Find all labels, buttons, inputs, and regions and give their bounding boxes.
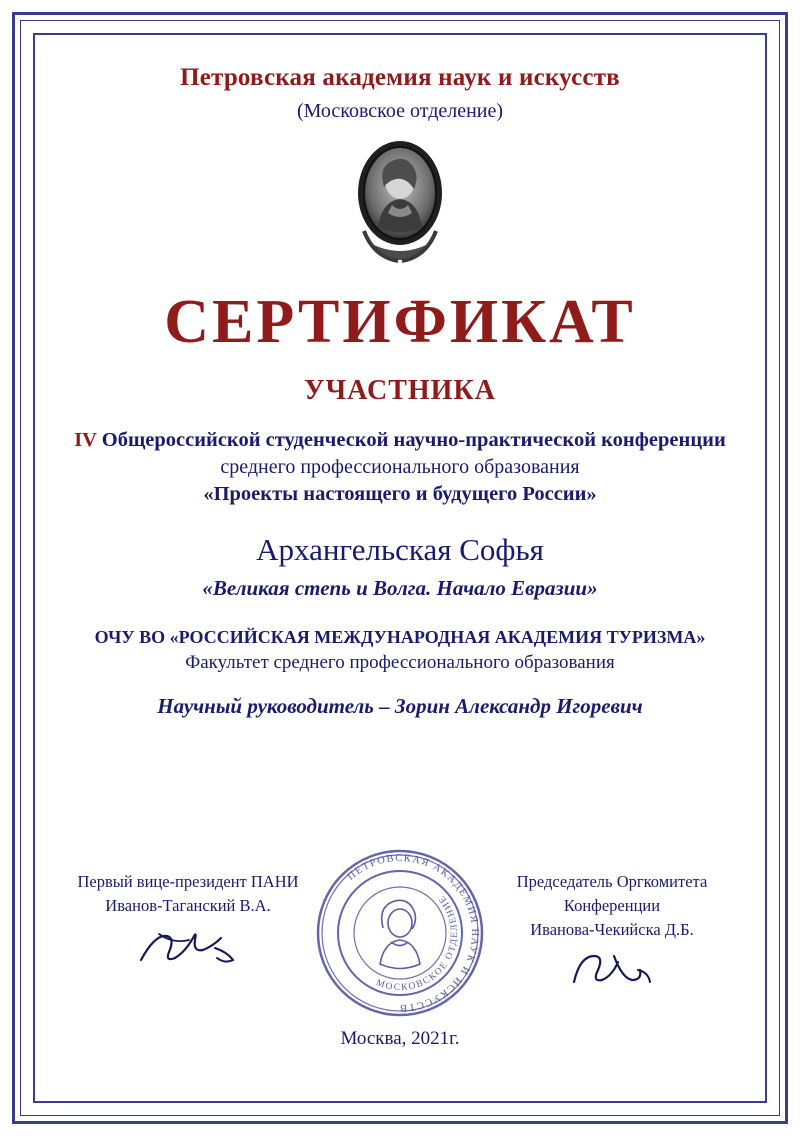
conference-line-1-rest: Общероссийской студенческой научно-практической конференции	[96, 429, 726, 451]
certificate-content	[48, 48, 752, 1088]
organization-name: Петровская академия наук и искусств	[180, 64, 620, 91]
signature-right-title-2: Конференции	[563, 895, 661, 915]
handwritten-signature-icon	[472, 942, 752, 998]
institution-name: ОЧУ ВО «РОССИЙСКАЯ МЕЖДУНАРОДНАЯ АКАДЕМИЯ ТУРИЗМА»	[94, 627, 706, 647]
signature-block-left	[48, 870, 328, 974]
supervisor-line: Научный руководитель – Зорин Александр Игоревич	[157, 694, 643, 718]
certificate-footer	[48, 838, 752, 1078]
signature-left-name: Иванов-Таганский В.А.	[105, 895, 271, 915]
work-title: «Великая степь и Волга. Начало Евразии»	[202, 576, 598, 600]
signature-right-title: Председатель Оргкомитета	[516, 872, 708, 891]
participant-name: Архангельская Софья	[256, 532, 544, 567]
portrait-medallion-icon	[340, 135, 460, 275]
faculty-name: Факультет среднего профессионального образования	[185, 652, 615, 673]
organization-branch: (Московское отделение)	[296, 100, 504, 122]
conference-line-2: среднего профессионального образования	[220, 456, 580, 478]
signature-right-name: Иванова-Чекийска Д.Б.	[530, 919, 694, 939]
stamp-outer-text: ПЕТРОВСКАЯ АКАДЕМИЯ НАУК И ИСКУССТВ	[345, 852, 481, 1014]
conference-line-3: «Проекты настоящего и будущего России»	[203, 483, 597, 505]
svg-text:МОСКОВСКОЕ ОТДЕЛЕНИЕ	[375, 893, 460, 994]
signature-left-title: Первый вице-президент ПАНИ	[77, 872, 299, 891]
conference-number: IV	[74, 429, 97, 451]
certificate-title: СЕРТИФИКАТ	[164, 288, 636, 356]
handwritten-signature-icon	[48, 918, 328, 974]
round-official-stamp-icon	[305, 838, 495, 1028]
certificate-subtitle: УЧАСТНИКА	[304, 375, 496, 406]
stamp-inner-text: МОСКОВСКОЕ ОТДЕЛЕНИЕ	[374, 892, 461, 994]
emblem-container	[48, 135, 752, 275]
city-date: Москва, 2021г.	[340, 1028, 460, 1049]
signature-block-right	[472, 870, 752, 998]
conference-line-1	[48, 429, 752, 452]
